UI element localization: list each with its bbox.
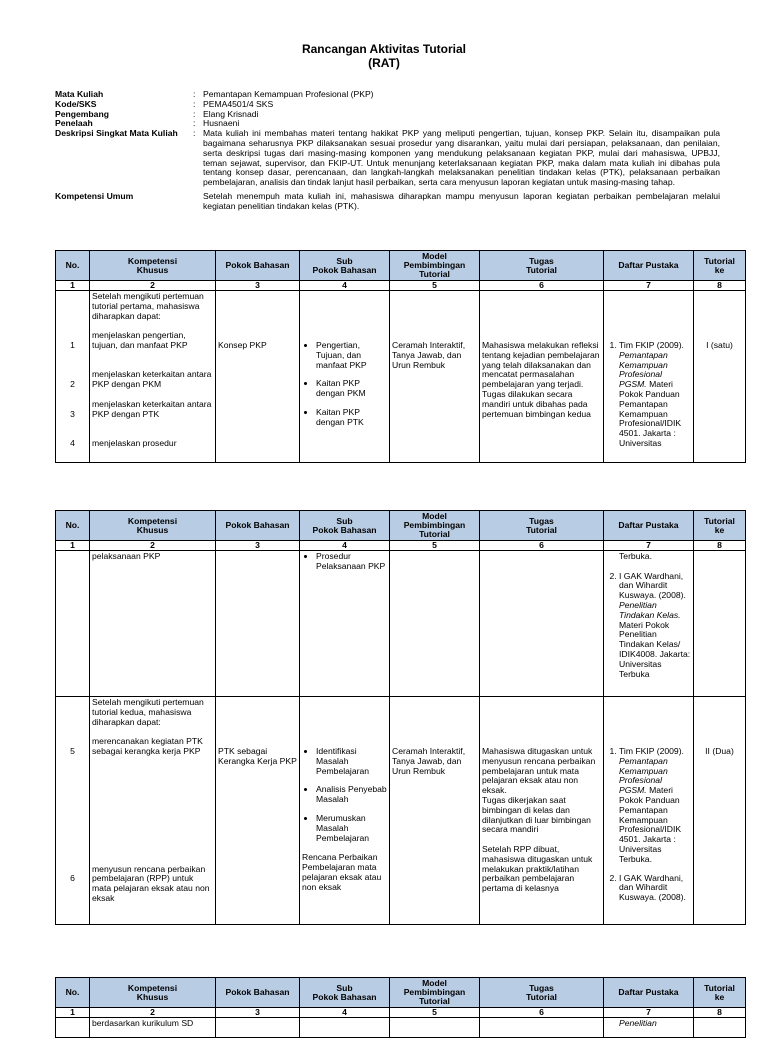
col-header-no: No. bbox=[56, 978, 90, 1008]
header-row bbox=[56, 511, 746, 541]
reference-item: 1. Tim FKIP (2009). Pemantapan Kemampuan Profesional PGSM. Materi Pokok Panduan Pemantapan Kemampuan Profesional/IDIK 4501. Jakarta : Universitas bbox=[619, 341, 691, 449]
sub-pokok-bahasan-cell bbox=[300, 291, 390, 463]
reference-item: 1. Tim FKIP (2009). Pemantapan Kemampuan Profesional PGSM. Materi Pokok Panduan Pemantapan Kemampuan Profesional/IDIK 4501. Jakarta : Universitas Terbuka. bbox=[619, 747, 691, 865]
meta-row-kompetensi-umum: Kompetensi Umum Setelah menempuh mata kuliah ini, mahasiswa diharapkan mampu menyusun laporan kegiatan perbaikan pembelajaran melalui kegiatan penelitian tindakan kelas (PTK). bbox=[55, 190, 720, 211]
col-header-sub-pokok: Sub Pokok Bahasan bbox=[300, 511, 390, 541]
daftar-pustaka-cell bbox=[604, 291, 694, 463]
row-numbers: 1 2 3 4 bbox=[56, 291, 90, 463]
daftar-pustaka-cell bbox=[604, 697, 694, 925]
list-item: • Kaitan PKP dengan PTK bbox=[316, 408, 387, 428]
column-number-row: 1 2 3 4 5 6 7 8 bbox=[56, 281, 746, 291]
title-main: Rancangan Aktivitas Tutorial bbox=[301, 42, 467, 56]
kompetensi-khusus-cell: Setelah mengikuti pertemuan tutorial pertama, mahasiswa diharapkan dapat: menjelaskan pengertian, tujuan, dan manfaat PKP menjelaskan keterkaitan antara PKP dengan PKM menjelaskan keterkaitan antara PKP dengan PTK menjelaskan prosedur bbox=[90, 291, 216, 463]
reference-item: 2. I GAK Wardhani, dan Wihardit Kuswaya. (2008). bbox=[619, 874, 691, 903]
title-sub: (RAT) bbox=[368, 56, 400, 70]
col-header-tugas: Tugas Tutorial bbox=[480, 251, 604, 281]
meta-row-kode-sks: Kode/SKS : PEMA4501/4 SKS bbox=[55, 98, 274, 109]
pokok-bahasan-cell: PTK sebagai Kerangka Kerja PKP bbox=[216, 697, 300, 925]
table-row bbox=[56, 551, 746, 697]
col-header-model: Model Pembimbingan Tutorial bbox=[390, 978, 480, 1008]
list-item: • Pengertian, Tujuan, dan manfaat PKP bbox=[316, 341, 387, 370]
col-header-pokok-bahasan: Pokok Bahasan bbox=[216, 511, 300, 541]
model-pembimbingan-cell: Ceramah Interaktif, Tanya Jawab, dan Urun Rembuk bbox=[390, 291, 480, 463]
col-header-tutorial-ke: Tutorial ke bbox=[694, 251, 746, 281]
column-number-row: 1 2 3 4 5 6 7 8 bbox=[56, 541, 746, 551]
list-item: • Prosedur Pelaksanaan PKP bbox=[316, 552, 387, 572]
table-row bbox=[56, 697, 746, 925]
tutorial-ke-cell: II (Dua) bbox=[694, 697, 746, 925]
reference-item: 2. I GAK Wardhani, dan Wihardit Kuswaya. (2008). Penelitian Tindakan Kelas. Materi Pokok Penelitian Tindakan Kelas/ IDIK4008. Jakarta: Universitas Terbuka bbox=[619, 572, 691, 680]
tugas-tutorial-cell: Mahasiswa melakukan refleksi tentang kejadian pembelajaran yang telah dilaksanakan dan mencatat permasalahan pembelajaran yang terjadi. Tugas dilakukan secara mandiri untuk dibahas pada pertemuan bimbingan kedua bbox=[480, 291, 604, 463]
column-number-row: 1 2 3 4 5 6 7 8 bbox=[56, 1008, 746, 1018]
course-info bbox=[55, 90, 720, 212]
list-item: • Merumuskan Masalah Pembelajaran bbox=[316, 814, 387, 843]
list-item: • Identifikasi Masalah Pembelajaran bbox=[316, 747, 387, 776]
col-header-pokok-bahasan: Pokok Bahasan bbox=[216, 251, 300, 281]
daftar-pustaka-cell: Penelitian bbox=[604, 1018, 694, 1038]
list-item: • Kaitan PKP dengan PKM bbox=[316, 379, 387, 399]
col-header-model: Model Pembimbingan Tutorial bbox=[390, 511, 480, 541]
col-header-pokok-bahasan: Pokok Bahasan bbox=[216, 978, 300, 1008]
col-header-daftar-pustaka: Daftar Pustaka bbox=[604, 978, 694, 1008]
sub-pokok-bahasan-cell bbox=[300, 551, 390, 697]
col-header-kompetensi: Kompetensi Khusus bbox=[90, 978, 216, 1008]
col-header-daftar-pustaka: Daftar Pustaka bbox=[604, 251, 694, 281]
list-item: • Analisis Penyebab Masalah bbox=[316, 785, 387, 805]
document-title bbox=[0, 42, 768, 70]
col-header-tutorial-ke: Tutorial ke bbox=[694, 978, 746, 1008]
rat-table-2 bbox=[55, 510, 746, 925]
model-pembimbingan-cell: Ceramah Interaktif, Tanya Jawab, dan Urun Rembuk bbox=[390, 697, 480, 925]
header-row bbox=[56, 251, 746, 281]
col-header-tugas: Tugas Tutorial bbox=[480, 978, 604, 1008]
tutorial-ke-cell: I (satu) bbox=[694, 291, 746, 463]
meta-row-deskripsi: Deskripsi Singkat Mata Kuliah : Mata kuliah ini membahas materi tentang hakikat PKP yang meliputi pengertian, tujuan, konsep PKP. Selain itu, disampaikan pula bagaimana seharusnya PKP dilaksanakan sesuai prosedur yang disarankan, yaitu mulai dari persiapan, pelaksanaan, dan penilaian, serta deskripsi tugas dari masing-masing komponen yang mendukung pelaksanaan kegiatan PKP, mulai dari mahasiswa, UPBJJ, teman sejawat, supervisor, dan FKIP-UT. Untuk menunjang keterlaksanaan kegiatan PKP, maka dalam mata kuliah ini dibahas pula tentang konsep dasar, perencanaan, dan langkah-langkah melaksanakan penelitian tindakan kelas (PTK), pelaksanaan perbaikan pembelajaran, analisis dan tindak lanjut hasil perbaikan, serta cara menyusun laporan kegiatan untuk masing-masing tahap. bbox=[55, 128, 720, 188]
col-header-no: No. bbox=[56, 251, 90, 281]
table-row bbox=[56, 291, 746, 463]
meta-row-penelaah: Penelaah : Husnaeni bbox=[55, 118, 240, 129]
col-header-kompetensi: Kompetensi Khusus bbox=[90, 251, 216, 281]
col-header-daftar-pustaka: Daftar Pustaka bbox=[604, 511, 694, 541]
col-header-model: Model Pembimbingan Tutorial bbox=[390, 251, 480, 281]
col-header-no: No. bbox=[56, 511, 90, 541]
col-header-tugas: Tugas Tutorial bbox=[480, 511, 604, 541]
meta-row-mata-kuliah: Mata Kuliah : Pemantapan Kemampuan Profesional (PKP) bbox=[55, 89, 374, 99]
sub-pokok-bahasan-cell: • Identifikasi Masalah Pembelajaran • Analisis Penyebab Masalah • Merumuskan Masalah Pembelajaran Rencana Perbaikan Pembelajaran mata pelajaran eksak atau non eksak bbox=[300, 697, 390, 925]
rat-table-3 bbox=[55, 977, 746, 1038]
table-row bbox=[56, 1018, 746, 1038]
kompetensi-khusus-cell: berdasarkan kurikulum SD bbox=[90, 1018, 216, 1038]
col-header-kompetensi: Kompetensi Khusus bbox=[90, 511, 216, 541]
meta-row-pengembang: Pengembang : Elang Krisnadi bbox=[55, 108, 259, 119]
col-header-sub-pokok: Sub Pokok Bahasan bbox=[300, 978, 390, 1008]
col-header-sub-pokok: Sub Pokok Bahasan bbox=[300, 251, 390, 281]
daftar-pustaka-cell: Terbuka. 2. I GAK Wardhani, dan Wihardit Kuswaya. (2008). Penelitian Tindakan Kelas. Materi Pokok Penelitian Tindakan Kelas/ IDIK4008. Jakarta: Universitas Terbuka bbox=[604, 551, 694, 697]
kompetensi-khusus-cell: pelaksanaan PKP bbox=[90, 551, 216, 697]
header-row bbox=[56, 978, 746, 1008]
row-numbers: 5 6 bbox=[56, 697, 90, 925]
pokok-bahasan-cell: Konsep PKP bbox=[216, 291, 300, 463]
kompetensi-khusus-cell: Setelah mengikuti pertemuan tutorial kedua, mahasiswa diharapkan dapat: merencanakan kegiatan PTK sebagai kerangka kerja PKP menyusun rencana perbaikan pembelajaran (RPP) untuk mata pelajaran eksak atau non eksak bbox=[90, 697, 216, 925]
tugas-tutorial-cell: Mahasiswa ditugaskan untuk menyusun rencana perbaikan pembelajaran untuk mata pelajaran eksak atau non eksak. Tugas dikerjakan saat bimbingan di kelas dan dilanjutkan di luar bimbingan secara mandiri Setelah RPP dibuat, mahasiswa ditugaskan untuk melakukan praktik/latihan perbaikan pembelajaran pertama di kelasnya bbox=[480, 697, 604, 925]
col-header-tutorial-ke: Tutorial ke bbox=[694, 511, 746, 541]
rat-table-1 bbox=[55, 250, 746, 463]
